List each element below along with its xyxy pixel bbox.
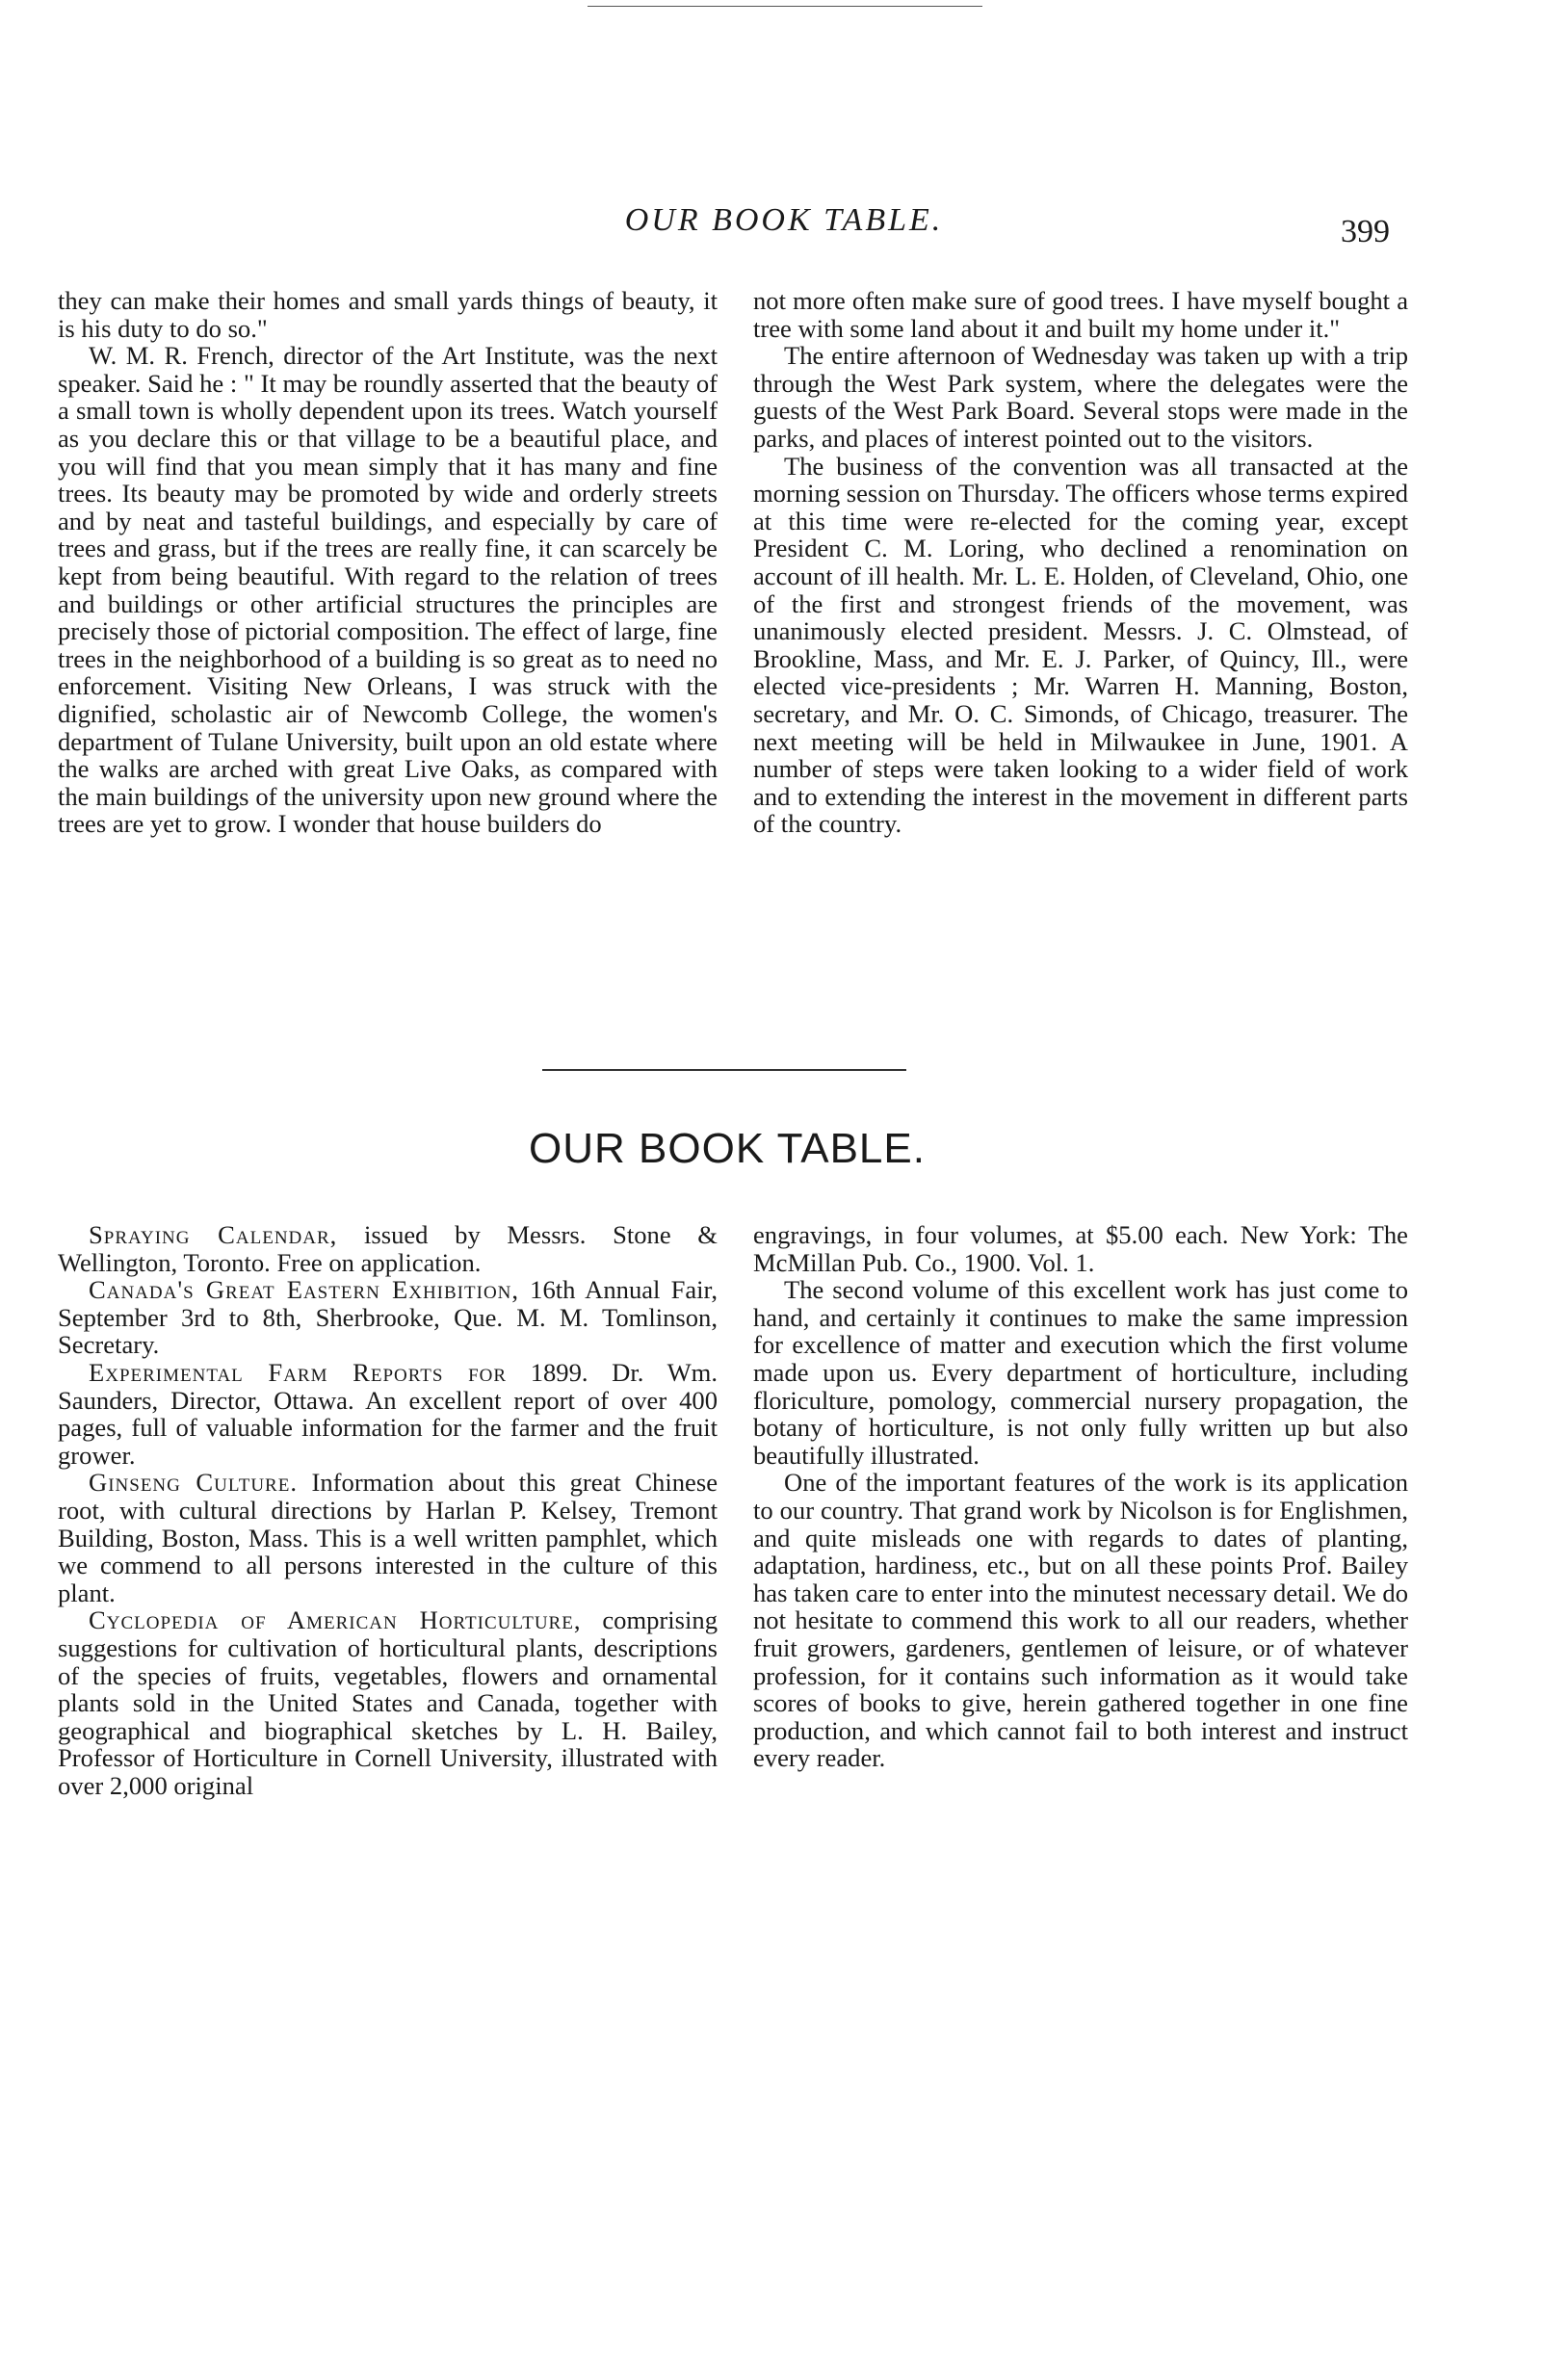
entry-title: Cyclopedia of American Horticulture, — [89, 1605, 582, 1635]
page-number: 399 — [1341, 214, 1390, 249]
section-heading: OUR BOOK TABLE. — [529, 1125, 926, 1172]
book-entry — [58, 1276, 718, 1359]
paragraph: not more often make sure of good trees. I have myself bought a tree with some land about it and built my home under it." — [753, 286, 1408, 343]
paragraph: The entire afternoon of Wednesday was taken up with a trip through the West Park system, where the delegates were the guests of the West Park Board. Several stops were made in the parks, and places of interest pointed out to the visitors. — [753, 341, 1408, 453]
paragraph: W. M. R. French, director of the Art Institute, was the next speaker. Said he : " It may be roundly asserted that the beauty of a small town is wholly dependent upon its trees. Watch yourself as you declare this or that village to be a beautiful place, and you will find that you mean simply that it has many and fine trees. Its beauty may be promoted by wide and orderly streets and by neat and tasteful buildings, and especially by care of trees and grass, but if the trees are really fine, it can scarcely be kept from being beautiful. With regard to the relation of trees and buildings or other artificial structures the principles are precisely those of pictorial composition. The effect of large, fine trees in the neighborhood of a building is so great as to need no enforcement. Visiting New Orleans, I was struck with the dignified, scholastic air of Newcomb College, the women's department of Tulane University, built upon an old estate where the walks are arched with great Live Oaks, as compared with the main buildings of the university upon new ground where the trees are yet to grow. I wonder that house builders do — [58, 341, 718, 839]
top-edge-rule — [588, 6, 982, 7]
running-head: OUR BOOK TABLE. — [624, 202, 944, 238]
entry-title: Experimental Farm Reports for — [89, 1357, 508, 1387]
paragraph: engravings, in four volumes, at $5.00 each. New York: The McMillan Pub. Co., 1900. Vol. 1. — [753, 1220, 1408, 1277]
entry-title: Canada's Great Eastern Exhibition, — [89, 1275, 520, 1305]
entry-body: 16th Annual Fair, September 3rd to 8th, Sherbrooke, Que. M. M. Tomlinson, Secretary. — [58, 1275, 718, 1360]
bottom-left-column — [58, 1221, 718, 1799]
entry-body: Information about this great Chinese root, with cultural directions by Harlan P. Kelsey, Tremont Building, Boston, Mass. This is a well written pamphlet, which we commend to all persons interested in the culture of this plant. — [58, 1468, 718, 1607]
entry-body: comprising suggestions for cultivation of horticultural plants, descriptions of the species of fruits, vegetables, flowers and ornamental plants sold in the United States and Canada, together with geographical and biographical sketches by L. H. Bailey, Professor of Horticulture in Cornell University, illustrated with over 2,000 original — [58, 1605, 719, 1800]
book-entry — [58, 1359, 718, 1469]
paragraph: they can make their homes and small yards things of beauty, it is his duty to do so." — [58, 286, 718, 343]
paragraph: One of the important features of the work is its application to our country. That grand work by Nicolson is for Englishmen, and quite misleads one with regards to dates of planting, adaptation, hardiness, etc., but on all these points Prof. Bailey has taken care to enter into the minutest necessary detail. We do not hesitate to commend this work to all our readers, whether fruit growers, gardeners, gentlemen of leisure, or of whatever profession, for it contains such information as it would take scores of books to give, herein gathered together in one fine production, and which cannot fail to both interest and instruct every reader. — [753, 1468, 1408, 1773]
book-entry — [58, 1606, 718, 1799]
entry-title: Ginseng Culture. — [89, 1468, 298, 1498]
book-entry — [58, 1469, 718, 1606]
top-left-column — [58, 287, 718, 838]
bottom-right-column — [753, 1221, 1408, 1772]
entry-body: issued by Messrs. Stone & Wellington, Toronto. Free on application. — [58, 1220, 718, 1277]
entry-body: 1899. Dr. Wm. Saunders, Director, Ottawa. An excellent report of over 400 pages, full of valuable information for the farmer and the fruit grower. — [58, 1357, 719, 1470]
paragraph: The business of the convention was all transacted at the morning session on Thursday. The officers whose terms expired at this time were re-elected for the coming year, except President C. M. Loring, who declined a renomination on account of ill health. Mr. L. E. Holden, of Cleveland, Ohio, one of the first and strongest friends of the movement, was unanimously elected president. Messrs. J. C. Olmstead, of Brookline, Mass, and Mr. E. J. Parker, of Quincy, Ill., were elected vice-presidents ; Mr. Warren H. Manning, Boston, secretary, and Mr. O. C. Simonds, of Chicago, treasurer. The next meeting will be held in Milwaukee in June, 1901. A number of steps were taken looking to a wider field of work and to extending the interest in the movement in different parts of the country. — [753, 451, 1408, 839]
book-entry — [58, 1221, 718, 1276]
paragraph: The second volume of this excellent work has just come to hand, and certainly it continues to make the same impression for excellence of matter and execution which the first volume made upon us. Every department of horticulture, including floriculture, pomology, commercial nursery propagation, the botany of horticulture, is not only fully written up but also beautifully illustrated. — [753, 1275, 1408, 1470]
entry-title: Spraying Calendar, — [89, 1220, 338, 1249]
section-divider — [542, 1069, 906, 1071]
top-right-column — [753, 287, 1408, 838]
